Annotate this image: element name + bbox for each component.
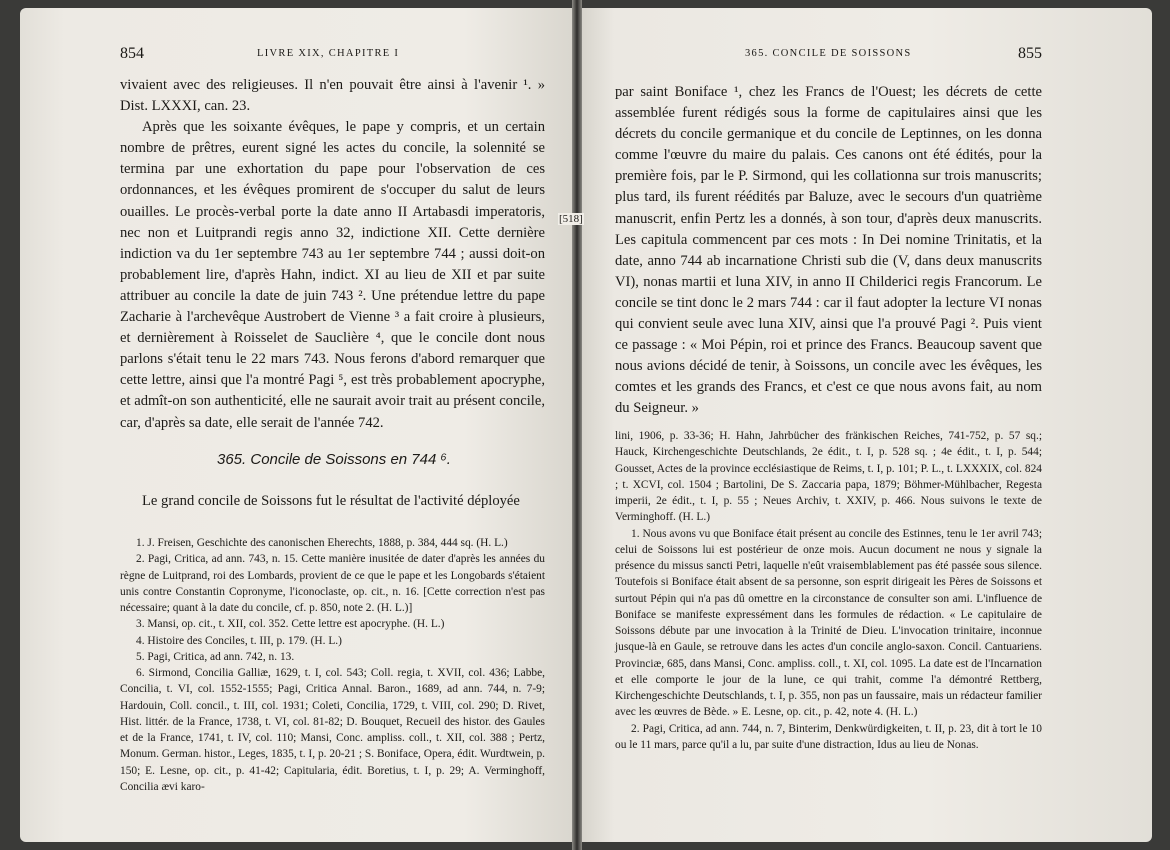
footnote: 2. Pagi, Critica, ad ann. 744, n. 7, Binterim, Denkwürdigkeiten, t. II, p. 23, dit à tort le 10 ou le 11 mars, parce qu'il a lu, par suite d'une distraction, Idus au lieu de Nonas. — [615, 722, 1042, 751]
footnote: 4. Histoire des Conciles, t. III, p. 179. (H. L.) — [136, 634, 342, 647]
left-footnotes — [120, 535, 545, 795]
footnote: 2. Pagi, Critica, ad ann. 743, n. 15. Cette manière inusitée de dater d'après les années du règne de Luitprand, roi des Lombards, provient de ce que le pape et les Longobards s'étaient unis contre Constantin Copronyme, l'iconoclaste, op. cit., n. 16. [Cette correction n'est pas nécessaire; quant à la date du concile, cf. p. 850, note 2. (H. L.)] — [120, 553, 545, 614]
right-page — [580, 8, 1152, 842]
paragraph: Le grand concile de Soissons fut le résultat de l'activité déployée — [142, 493, 520, 509]
right-body-text — [615, 82, 1042, 420]
paragraph: vivaient avec des religieuses. Il n'en pouvait être ainsi à l'avenir ¹. » Dist. LXXXI, can. 23. — [120, 77, 545, 115]
footnote: 5. Pagi, Critica, ad ann. 742, n. 13. — [136, 650, 295, 663]
footnote: 6. Sirmond, Concilia Galliæ, 1629, t. I, col. 543; Coll. regia, t. XVII, col. 436; Labbe, Concilia, t. VI, col. 1552-1555; Pagi, Critica Annal. Baron., 1689, ad ann. 744, n. 7-9; Hardouin, Coll. concil., t. III, col. 1931; Coleti, Concilia, 1729, t. VIII, col. 290; D. Rivet, Hist. littér. de la France, 1738, t. VI, col. 81-82; D. Bouquet, Recueil des histor. des Gaules et de la France, 1741, t. IV, col. 110; Mansi, Conc. ampliss. coll., t. XII, col. 388 ; Pertz, Monum. German. histor., Leges, 1835, t. I, p. 20-21 ; S. Boniface, Opera, édit. Wurdtwein, p. 150; E. Lesne, op. cit., p. 41-42; Capitularia, édit. Boretius, t. I, p. 29; A. Verminghoff, Concilia ævi karo- — [120, 667, 545, 793]
page-number-left: 854 — [120, 45, 144, 62]
book-gutter — [572, 0, 582, 850]
left-body-text — [120, 75, 545, 434]
right-footnotes — [615, 428, 1042, 753]
section-opening — [120, 491, 545, 512]
running-head-left: LIVRE XIX, CHAPITRE I — [257, 48, 400, 59]
paragraph: par saint Boniface ¹, chez les Francs de l'Ouest; les décrets de cette assemblée furent rédigés sous la forme de capitulaires ainsi que les décrets du concile germanique et du concile de Leptinnes, on les donna comme l'œuvre du maire du palais. Ces canons ont été édités, pour la première fois, par le P. Sirmond, qui les collationna sur trois manuscrits; plus tard, ils furent réédités par Baluze, avec le secours d'un quatrième manuscrit, enfin Pertz les a donnés, à son tour, d'après deux manuscrits. Les capitula commencent par ces mots : In Dei nomine Trinitatis, et la date, anno 744 ab incarnatione Christi sub die (V, dans deux manuscrits VI), nonas martii et luna XIV, in anno II Childerici regis Francorum. Le concile se tint donc le 2 mars 744 : car il faut adopter la lecture VI nonas qui convient seule avec luna XIV, ainsi que l'a prouvé Pagi ². Puis vient ce passage : « Moi Pépin, roi et prince des Francs. Beaucoup savent que nous avions décidé de tenir, à Soissons, un concile avec les évêques, les comtes et les grands des Francs, et c'est ce que nous avons fait, au nom du Seigneur. » — [615, 84, 1042, 417]
footnote: 1. J. Freisen, Geschichte des canonischen Eherechts, 1888, p. 384, 444 sq. (H. L.) — [136, 537, 508, 549]
footnote-continuation: lini, 1906, p. 33-36; H. Hahn, Jahrbücher des fränkischen Reiches, 741-752, p. 57 sq.; Hauck, Kirchengeschichte Deutschlands, 2e édit., t. I, p. 528 sq. ; 4e édit., t. I, p. 544; Gousset, Actes de la province ecclésiastique de Reims, t. I, p. 101; P. L., t. LXXXIX, col. 824 ; t. XCVI, col. 1504 ; Bartolini, De S. Zaccaria papa, 1879; Böhmer-Mühlbacher, Regesta imperii, 2e édit., t. I, p. 55 ; Neues Archiv, t. XXIV, p. 466. Nous suivons le texte de Verminghoff. (H. L.) — [615, 430, 1042, 524]
footnote: 3. Mansi, op. cit., t. XII, col. 352. Cette lettre est apocryphe. (H. L.) — [136, 618, 445, 631]
paragraph: Après que les soixante évêques, le pape y compris, et un certain nombre de prêtres, eurent signé les actes du concile, la solennité se termina par une exhortation du pape pour l'observation de ces ordonnances, et les évêques promirent de s'occuper du salut de leurs ouailles. Le procès-verbal porte la date anno II Artabasdi imperatoris, nec non et Luitprandi regis anno 32, indictione XII. Cette dernière indiction va du 1er septembre 743 au 1er septembre 744 ; aussi doit-on probablement lire, d'après Hahn, indict. XI au lieu de XII et par suite attribuer au concile la date de juin 743 ². Une prétendue lettre du pape Zacharie à l'archevêque Austrobert de Vienne ³ a fait croire à plusieurs, et dernièrement à Roisselet de Sauclière ⁴, que le concile dont nous parlons s'était tenu le 22 mars 743. Nous ferons d'abord remarquer que cette lettre, ainsi que l'a montré Pagi ⁵, est très probablement apocryphe, et admît-on son authenticité, elle ne saurait avoir trait au présent concile, car, d'après sa date, elle serait de l'année 742. — [120, 119, 545, 431]
footnote: 1. Nous avons vu que Boniface était présent au concile des Estinnes, tenu le 1er avril 743; celui de Soissons lui est postérieur de onze mois. Aucun document ne nous y signale la présence du missus sancti Petri, laquelle n'eût vraisemblablement pas été passée sous silence. Toutefois si Boniface était absent de sa personne, son esprit dirigeait les Pères de Soissons et surtout Pépin qui n'a pas dû omettre en la circonstance de consulter son ami. L'influence de Boniface se manifeste expressément dans les formules de rédaction. « Le capitulaire de Soissons débute par une invocation à la Trinité de Dieu. L'invocation trinitaire, inconnue jusque-là en Gaule, se retrouve dans les actes d'un concile anglo-saxon. Concil. Cantuariens. Provinciæ, 685, dans Mansi, Conc. ampliss. coll., t. XI, col. 1095. La date est de l'Incarnation et elle comporte le jour de la lune, ce qui trahit, comme l'a démontré Rettberg, Kirchengeschichte Deutschlands, t. I, p. 355, non pas un faussaire, mais un rédacteur familier avec les œuvres de Bède. » E. Lesne, op. cit., p. 42, note 4. (H. L.) — [615, 527, 1042, 719]
margin-reference: [518] — [559, 213, 583, 225]
running-head-right: 365. CONCILE DE SOISSONS — [745, 48, 912, 59]
section-heading: 365. Concile de Soissons en 744 ⁶. — [217, 451, 451, 468]
left-page — [20, 8, 575, 842]
page-number-right: 855 — [1018, 45, 1042, 62]
